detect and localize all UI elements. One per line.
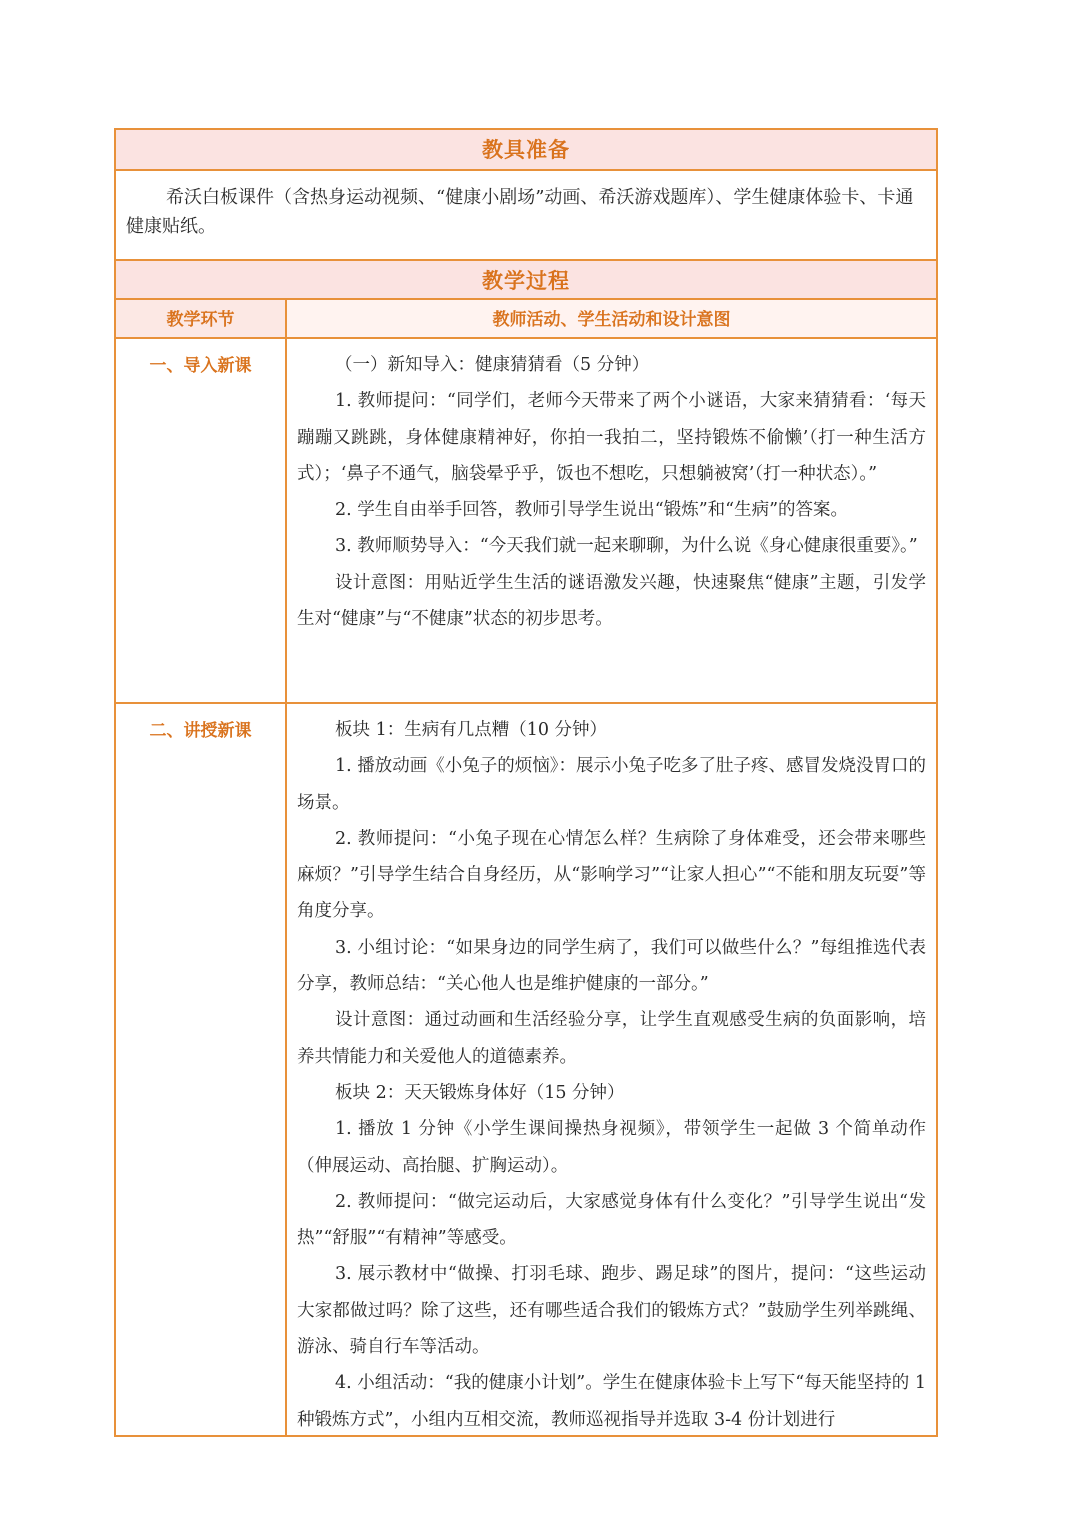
paragraph: 设计意图：通过动画和生活经验分享，让学生直观感受生病的负面影响，培养共情能力和关爱他人的道德素养。 xyxy=(297,1010,926,1067)
paragraph: 3. 展示教材中“做操、打羽毛球、跑步、踢足球”的图片，提问：“这些运动大家都做过吗？除了这些，还有哪些适合我们的锻炼方式？”鼓励学生列举跳绳、游泳、骑自行车等活动。 xyxy=(297,1264,926,1358)
section-cell xyxy=(116,704,287,1435)
paragraph: 板块 1：生病有几点糟（10 分钟） xyxy=(335,720,608,740)
column-header-row xyxy=(116,300,936,339)
section-cell xyxy=(116,339,287,702)
paragraph: 1. 教师提问：“同学们，老师今天带来了两个小谜语，大家来猜猜看：‘每天蹦蹦又跳跳，身体健康精神好，你拍一我拍二，坚持锻炼不偷懒’（打一种生活方式）；‘鼻子不通气，脑袋晕乎乎，饭也不想吃，只想躺被窝’（打一种状态）。” xyxy=(297,391,926,484)
paragraph: 2. 学生自由举手回答，教师引导学生说出“锻炼”和“生病”的答案。 xyxy=(335,500,849,521)
paragraph: 3. 教师顺势导入：“今天我们就一起来聊聊，为什么说《身心健康很重要》。” xyxy=(335,536,918,557)
prep-body: 希沃白板课件（含热身运动视频、“健康小剧场”动画、希沃游戏题库）、学生健康体验卡、卡通健康贴纸。 xyxy=(126,187,914,237)
process-header: 教学过程 xyxy=(116,259,936,300)
paragraph: 2. 教师提问：“做完运动后，大家感觉身体有什么变化？”引导学生说出“发热”“舒服”“有精神”等感受。 xyxy=(297,1191,926,1249)
section-content xyxy=(287,704,936,1435)
lesson-plan-table xyxy=(114,128,938,1437)
paragraph: 2. 教师提问：“小兔子现在心情怎么样？生病除了身体难受，还会带来哪些麻烦？”引导学生结合自身经历，从“影响学习”“让家人担心”“不能和朋友玩耍”等角度分享。 xyxy=(297,828,926,922)
prep-header: 教具准备 xyxy=(116,130,936,171)
section-row-intro xyxy=(116,339,936,704)
paragraph: 4. 小组活动：“我的健康小计划”。学生在健康体验卡上写下“每天能坚持的 1 种锻炼方式”，小组内互相交流，教师巡视指导并选取 3-4 份计划进行 xyxy=(297,1373,926,1430)
col-left-header: 教学环节 xyxy=(116,300,287,337)
paragraph: 板块 2：天天锻炼身体好（15 分钟） xyxy=(335,1082,625,1103)
section-title: 一、导入新课 xyxy=(149,356,252,376)
paragraph: 3. 小组讨论：“如果身边的同学生病了，我们可以做些什么？”每组推选代表分享，教师总结：“关心他人也是维护健康的一部分。” xyxy=(297,937,926,995)
section-content xyxy=(287,339,936,702)
paragraph: 1. 播放动画《小兔子的烦恼》：展示小兔子吃多了肚子疼、感冒发烧没胃口的场景。 xyxy=(297,756,927,813)
section-row-teaching xyxy=(116,704,936,1435)
paragraph: 1. 播放 1 分钟《小学生课间操热身视频》，带领学生一起做 3 个简单动作（伸展运动、高抬腿、扩胸运动）。 xyxy=(297,1119,926,1176)
paragraph: 设计意图：用贴近学生生活的谜语激发兴趣，快速聚焦“健康”主题，引发学生对“健康”与“不健康”状态的初步思考。 xyxy=(297,572,926,630)
paragraph: （一）新知导入：健康猜猜看（5 分钟） xyxy=(335,355,650,375)
col-right-header: 教师活动、学生活动和设计意图 xyxy=(287,300,936,337)
section-title: 二、讲授新课 xyxy=(149,721,252,741)
